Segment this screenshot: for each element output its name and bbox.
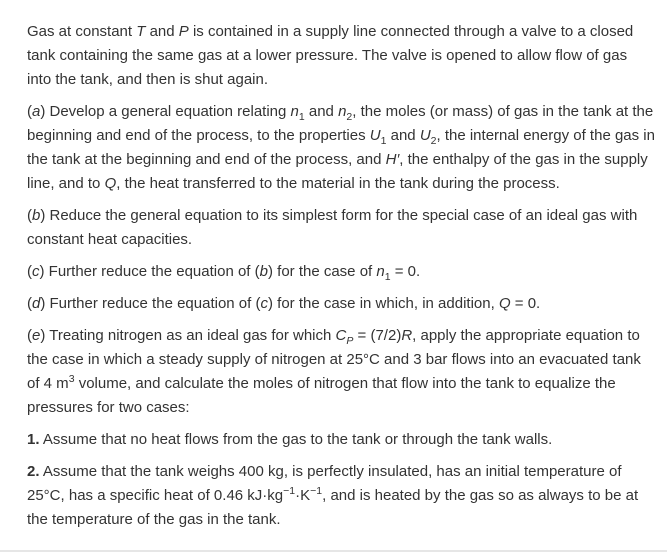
part-a-paragraph: (a) Develop a general equation relating $n_1$ and $n_2$, the moles (or mass) of gas in the tank at the beginning and end of the process, to the properties $U_1$ and $U_2$, the internal energy of the gas in the tank at the beginning and end of the process, and H′, the enthalpy of the gas in the supply line, and to Q, the heat transferred to the material in the tank during the process. xyxy=(27,103,655,192)
part-d-label: d xyxy=(32,295,41,312)
symbol-Q: Q xyxy=(104,175,117,192)
symbol-U1: U xyxy=(369,127,381,144)
symbol-Cp: C xyxy=(335,327,347,344)
part-b-label: b xyxy=(32,207,41,224)
case-1-paragraph: 1. Assume that no heat flows from the gas to the tank or through the tank walls. xyxy=(27,431,553,448)
part-d-paragraph: (d) Further reduce the equation of (c) for the case in which, in addition, Q = 0. xyxy=(27,295,541,312)
symbol-P: P xyxy=(178,23,189,40)
symbol-n1: n xyxy=(290,103,299,120)
symbol-H-prime: H′ xyxy=(385,151,400,168)
case-2-label: 2. xyxy=(27,463,40,480)
part-c-paragraph: (c) Further reduce the equation of (b) for the case of $n_1 = 0$. xyxy=(27,263,421,283)
part-e-paragraph: (e) Treating nitrogen as an ideal gas for which $C_P = (7/2)R$, apply the appropriate equation to the case in which a steady supply of nitrogen at 25°C and 3 bar flows into an evacuated tank of 4 $m^3$ volume, and calculate the moles of nitrogen that flow into the tank to equalize the pressures for two cases: xyxy=(27,327,641,416)
part-c-label: c xyxy=(32,263,40,280)
case-1-label: 1. xyxy=(27,431,40,448)
symbol-n1: n xyxy=(376,263,385,280)
part-b-paragraph: (b) Reduce the general equation to its simplest form for the special case of an ideal gas with constant heat capacities. xyxy=(27,207,638,248)
ref-part-b: b xyxy=(259,263,268,280)
ref-part-c: c xyxy=(260,295,268,312)
symbol-Q: Q xyxy=(498,295,511,312)
symbol-R: R xyxy=(401,327,413,344)
symbol-U2: U xyxy=(419,127,431,144)
intro-paragraph: Gas at constant T and P is contained in a supply line connected through a valve to a closed tank containing the same gas at a lower pressure. The valve is opened to allow flow of gas into the tank, and then is shut again. xyxy=(27,23,634,88)
part-e-label: e xyxy=(32,327,41,344)
symbol-T: T xyxy=(136,23,146,40)
problem-statement xyxy=(27,20,655,540)
symbol-n2: n xyxy=(338,103,347,120)
case-2-paragraph: 2. Assume that the tank weighs 400 kg, is perfectly insulated, has an initial temperature of 25°C, has a specific heat of 0.46 $kJ\cdot kg^{-1}\cdot K^{-1}$, and is heated by the gas so as always to be at the temperature of the gas in the tank. xyxy=(27,463,639,528)
part-a-label: a xyxy=(32,103,41,120)
